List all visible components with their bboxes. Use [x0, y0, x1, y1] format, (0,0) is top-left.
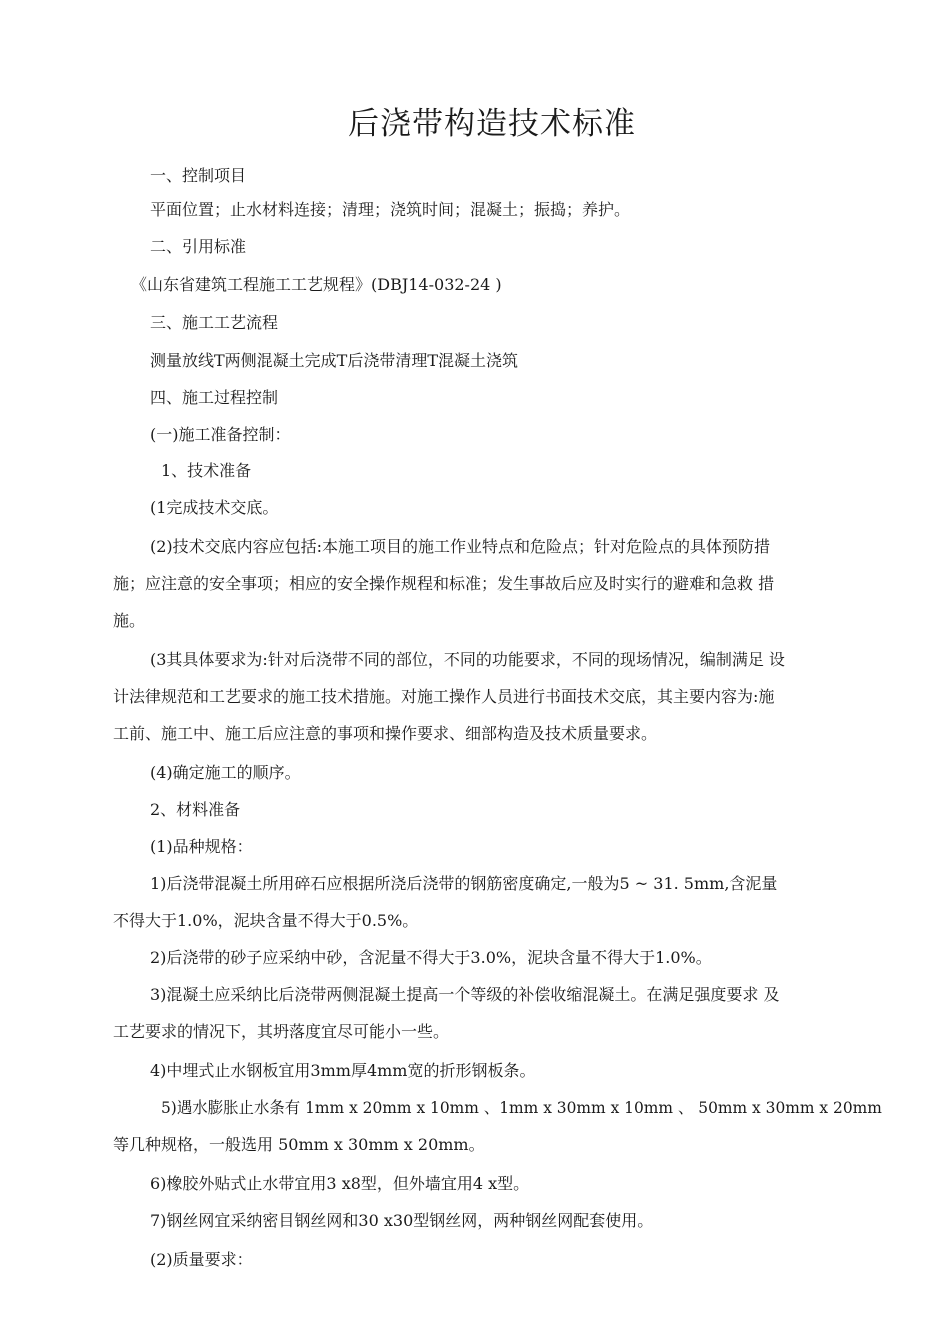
item-technical-briefing: (1完成技术交底。 — [150, 498, 279, 517]
item-specific-requirements-line3: 工前、施工中、施工后应注意的事项和操作要求、细部构造及技术质量要求。 — [113, 724, 658, 743]
subheading-quality-requirements: (2)质量要求： — [150, 1250, 253, 1269]
subheading-preparation-control: (一)施工准备控制： — [150, 425, 291, 444]
spec-crushed-stone-line2: 不得大于1.0%，泥块含量不得大于0.5%。 — [113, 911, 419, 930]
paragraph-process-flow: 测量放线T两侧混凝土完成T后浇带清理T混凝土浇筑 — [150, 351, 519, 370]
spec-swelling-waterstop-line1: 5)遇水膨胀止水条有 1mm x 20mm x 10mm 、1mm x 30mm x 10mm 、 50mm x 30mm x 20mm — [161, 1098, 882, 1117]
spec-sand: 2)后浇带的砂子应采纳中砂，含泥量不得大于3.0%，泥块含量不得大于1.0%。 — [150, 948, 712, 967]
item-varieties-specifications: (1)品种规格： — [150, 837, 253, 856]
spec-concrete-line2: 工艺要求的情况下，其坍落度宜尽可能小一些。 — [113, 1022, 450, 1041]
item-briefing-content-line1: (2)技术交底内容应包括:本施工项目的施工作业特点和危险点；针对危险点的具体预防措 — [150, 537, 771, 556]
spec-steel-mesh: 7)钢丝网宜采纳密目钢丝网和30 x30型钢丝网，两种钢丝网配套使用。 — [150, 1211, 654, 1230]
heading-process-control: 四、施工过程控制 — [150, 388, 279, 407]
subheading-material-preparation: 2、材料准备 — [150, 800, 241, 819]
spec-concrete-line1: 3)混凝土应采纳比后浇带两侧混凝土提高一个等级的补偿收缩混凝土。在满足强度要求 及 — [150, 985, 780, 1004]
item-construction-sequence: (4)确定施工的顺序。 — [150, 763, 301, 782]
heading-process-flow: 三、施工工艺流程 — [150, 313, 279, 332]
paragraph-referenced-standards: 《山东省建筑工程施工工艺规程》(DBJ14-032-24 ) — [131, 275, 502, 294]
spec-steel-waterstop: 4)中埋式止水钢板宜用3mm厚4mm宽的折形钢板条。 — [150, 1061, 536, 1080]
spec-swelling-waterstop-line2: 等几种规格，一般选用 50mm x 30mm x 20mm。 — [113, 1135, 485, 1154]
item-specific-requirements-line2: 计法律规范和工艺要求的施工技术措施。对施工操作人员进行书面技术交底，其主要内容为:施 — [113, 687, 775, 706]
heading-referenced-standards: 二、引用标准 — [150, 237, 247, 256]
item-briefing-content-line2: 施；应注意的安全事项；相应的安全操作规程和标准；发生事故后应及时实行的避难和急救 措 — [113, 574, 775, 593]
heading-control-items: 一、控制项目 — [150, 166, 247, 185]
subheading-technical-preparation: 1、技术准备 — [161, 461, 252, 480]
document-title: 后浇带构造技术标准 — [348, 106, 636, 142]
spec-crushed-stone-line1: 1)后浇带混凝土所用碎石应根据所浇后浇带的钢筋密度确定,一般为5 ~ 31. 5mm,含泥量 — [150, 874, 778, 893]
item-briefing-content-line3: 施。 — [113, 611, 146, 630]
item-specific-requirements-line1: (3其具体要求为:针对后浇带不同的部位，不同的功能要求，不同的现场情况，编制满足 设 — [150, 650, 785, 669]
spec-rubber-waterstop: 6)橡胶外贴式止水带宜用3 x8型，但外墙宜用4 x型。 — [150, 1174, 530, 1193]
paragraph-control-items: 平面位置；止水材料连接；清理；浇筑时间；混凝土；振捣；养护。 — [150, 200, 631, 219]
